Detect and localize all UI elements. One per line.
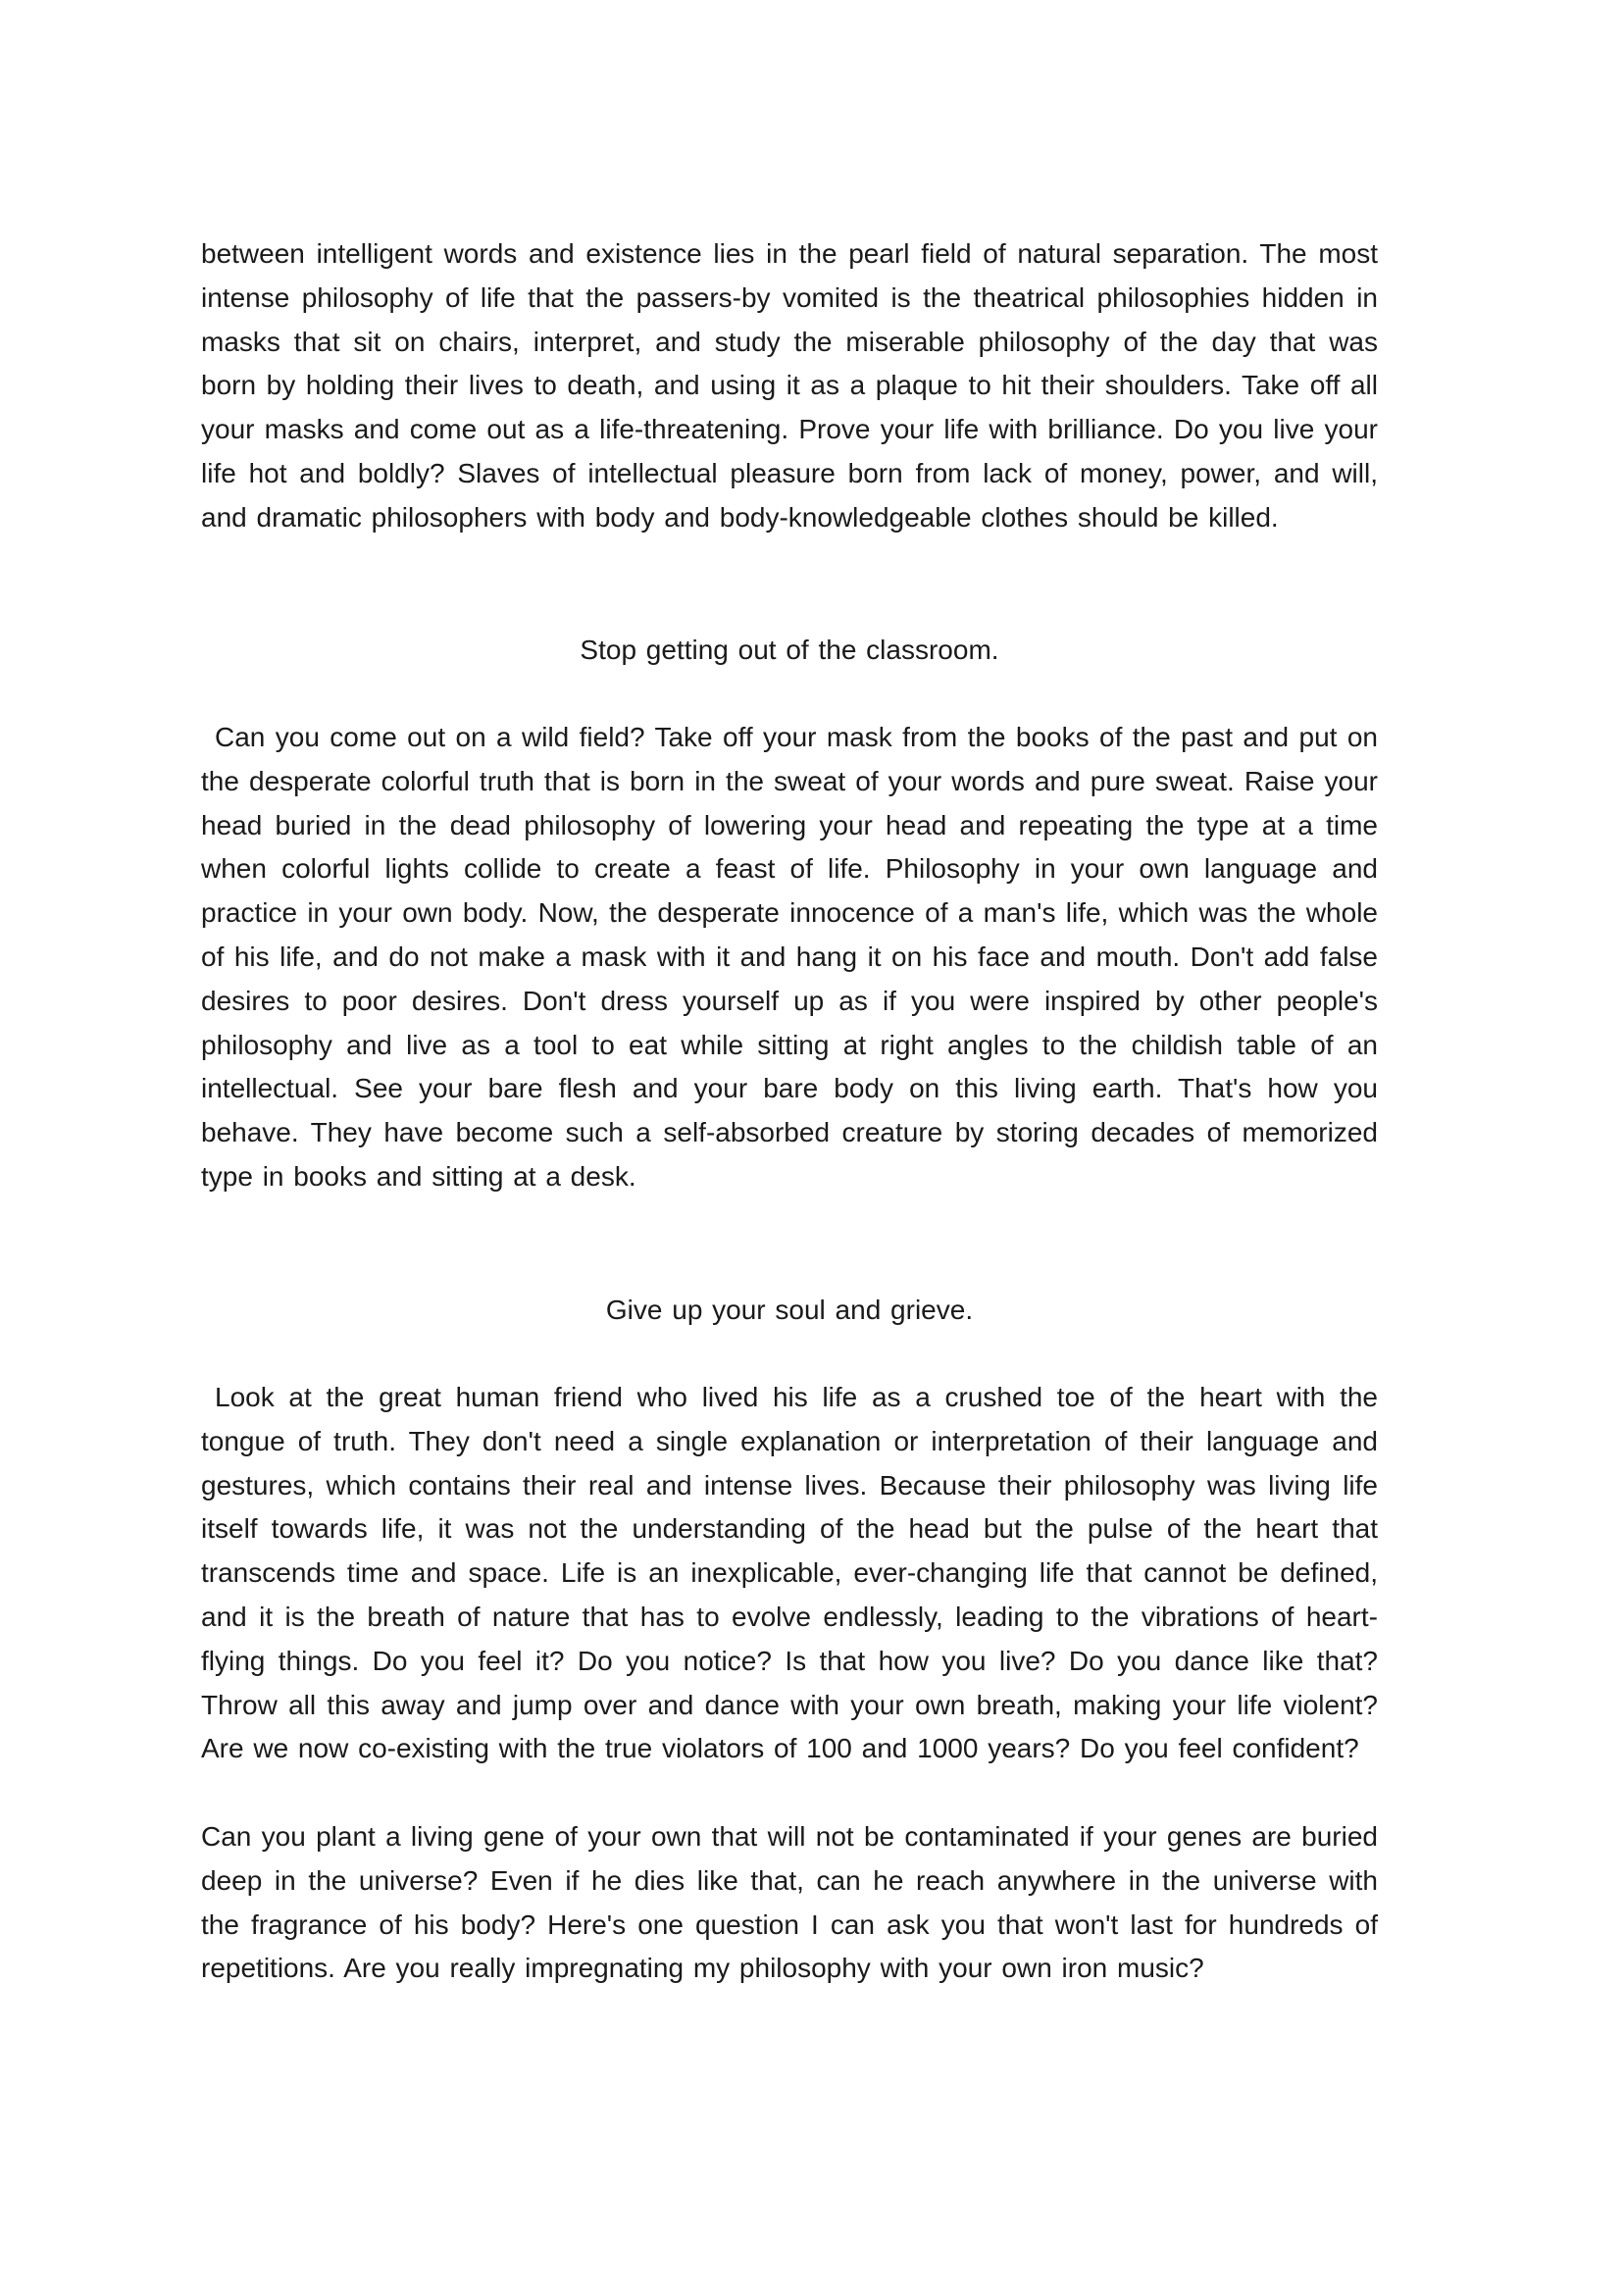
body-paragraph-4: Can you plant a living gene of your own that will not be contaminated if your genes are buried deep in the universe? Even if he dies like that, can he reach anywhere in the universe with the fragrance of his body? Here's one question I can ask you that won't last for hundreds of repetitions. Are you really impregnating my philosophy with your own iron music?: [201, 1821, 1378, 1984]
body-paragraph-1: between intelligent words and existence lies in the pearl field of natural separation. The most intense philosophy of life that the passers-by vomited is the theatrical philosophies hidden in masks that sit on chairs, interpret, and study the miserable philosophy of the day that was born by holding their lives to death, and using it as a plaque to hit their shoulders. Take off all your masks and come out as a life-threatening. Prove your life with brilliance. Do you live your life hot and boldly? Slaves of intellectual pleasure born from lack of money, power, and will, and dramatic philosophers with body and body-knowledgeable clothes should be killed.: [201, 238, 1378, 533]
body-paragraph-2: Can you come out on a wild field? Take off your mask from the books of the past and put on the desperate colorful truth that is born in the sweat of your words and pure sweat. Raise your head buried in the dead philosophy of lowering your head and repeating the type at a time when colorful lights collide to create a feast of life. Philosophy in your own language and practice in your own body. Now, the desperate innocence of a man's life, which was the whole of his life, and do not make a mask with it and hang it on his face and mouth. Don't add false desires to poor desires. Don't dress yourself up as if you were inspired by other people's philosophy and live as a tool to eat while sitting at right angles to the childish table of an intellectual. See your bare flesh and your bare body on this living earth. That's how you behave. They have become such a self-absorbed creature by storing decades of memorized type in books and sitting at a desk.: [201, 722, 1378, 1192]
section-heading-classroom: Stop getting out of the classroom.: [580, 635, 999, 665]
section-heading-soul: Give up your soul and grieve.: [605, 1295, 974, 1325]
body-paragraph-3: Look at the great human friend who lived his life as a crushed toe of the heart with the tongue of truth. They don't need a single explanation or interpretation of their language and gestures, which contains their real and intense lives. Because their philosophy was living life itself towards life, it was not the understanding of the head but the pulse of the heart that transcends time and space. Life is an inexplicable, ever-changing life that cannot be defined, and it is the breath of nature that has to evolve endlessly, leading to the vibrations of heart-flying things. Do you feel it? Do you notice? Is that how you live? Do you dance like that? Throw all this away and jump over and dance with your own breath, making your life violent? Are we now co-existing with the true violators of 100 and 1000 years? Do you feel confident?: [201, 1382, 1378, 1764]
